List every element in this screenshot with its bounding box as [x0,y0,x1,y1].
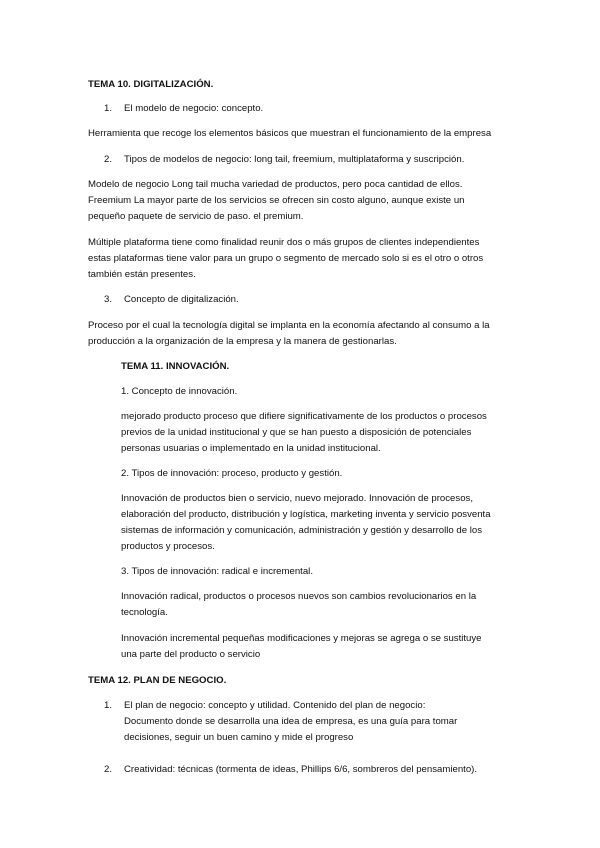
tema11-paragraph2-line1: Innovación de productos bien o servicio, nuevo mejorado. Innovación de procesos, [121,493,473,504]
tema11-paragraph3-line2: tecnología. [121,607,168,618]
tema10-paragraph4-line2: producción a la organización de la empresa y la manera de gestionarlas. [88,336,397,347]
tema10-heading: TEMA 10. DIGITALIZACIÓN. [88,79,214,90]
tema11-paragraph3-line1: Innovación radical, productos o procesos nuevos son cambios revolucionarios en la [121,591,477,602]
tema11-paragraph1-line3: personas usuarias o implementado en la unidad institucional. [121,443,381,454]
tema12-heading: TEMA 12. PLAN DE NEGOCIO. [88,675,227,686]
tema10-paragraph3-line3: también están presentes. [88,269,196,280]
tema10-paragraph2-line1: Modelo de negocio Long tail mucha variedad de productos, pero poca cantidad de ellos. [88,179,463,190]
tema11-subheading3: 3. Tipos de innovación: radical e incremental. [121,566,313,577]
list-number: 1. [104,700,113,711]
tema10-item3: Concepto de digitalización. [124,294,239,305]
tema12-item2: Creatividad: técnicas (tormenta de ideas, Phillips 6/6, sombreros del pensamiento). [124,764,478,775]
tema11-paragraph1-line1: mejorado producto proceso que difiere significativamente de los productos o procesos [121,411,487,422]
tema11-paragraph1-line2: previos de la unidad institucional y que se han puesto a disposición de potenciales [121,427,472,438]
tema12-item1-line3: decisiones, seguir un buen camino y mide el progreso [124,732,354,743]
tema11-paragraph2-line3: sistemas de información y comunicación, administración y gestión y desarrollo de los [121,525,482,536]
list-number: 2. [104,764,113,775]
list-number: 2. [104,154,113,165]
tema11-paragraph4-line1: Innovación incremental pequeñas modificaciones y mejoras se agrega o se sustituye [121,633,482,644]
tema10-paragraph1: Herramienta que recoge los elementos básicos que muestran el funcionamiento de la empresa [88,128,492,139]
tema11-paragraph4-line2: una parte del producto o servicio [121,649,261,660]
tema10-paragraph2-line3: pequeño paquete de servicio de paso. el premium. [88,211,304,222]
tema11-paragraph2-line2: elaboración del producto, distribución y logística, marketing inventa y servicio posventa [121,509,491,520]
tema11-heading: TEMA 11. INNOVACIÓN. [121,361,230,372]
tema12-item1-line2: Documento donde se desarrolla una idea de empresa, es una guía para tomar [124,716,458,727]
tema10-paragraph3-line2: estas plataformas tiene valor para un grupo o segmento de mercado solo si es el otro o otros [88,253,484,264]
tema10-item2: Tipos de modelos de negocio: long tail, freemium, multiplataforma y suscripción. [124,154,465,165]
tema10-item1: El modelo de negocio: concepto. [124,103,264,114]
tema11-subheading1: 1. Concepto de innovación. [121,386,238,397]
tema10-paragraph3-line1: Múltiple plataforma tiene como finalidad reunir dos o más grupos de clientes independientes [88,237,480,248]
list-number: 3. [104,294,113,305]
tema10-paragraph4-line1: Proceso por el cual la tecnología digital se implanta en la economía afectando al consumo a la [88,320,490,331]
tema12-item1-line1: El plan de negocio: concepto y utilidad. Contenido del plan de negocio: [124,700,426,711]
tema11-subheading2: 2. Tipos de innovación: proceso, producto y gestión. [121,468,343,479]
tema11-paragraph2-line4: productos y procesos. [121,541,215,552]
tema10-paragraph2-line2: Freemium La mayor parte de los servicios se ofrecen sin costo alguno, aunque existe un [88,195,465,206]
list-number: 1. [104,103,113,114]
